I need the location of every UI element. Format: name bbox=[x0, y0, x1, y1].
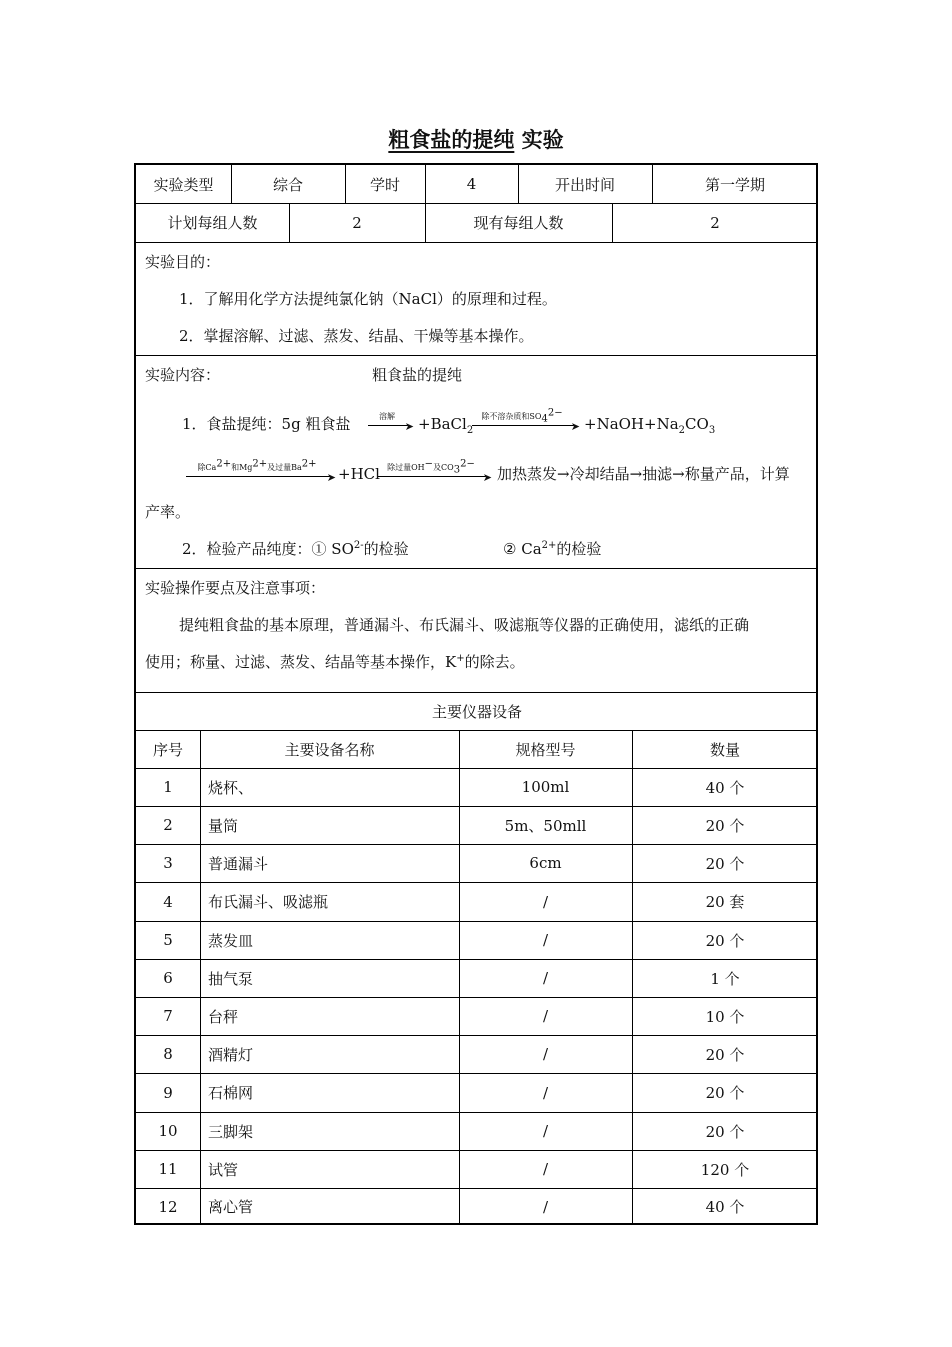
type-value: 综合 bbox=[272, 175, 303, 194]
row-1-index: 1 bbox=[163, 778, 173, 796]
row-9-index: 9 bbox=[163, 1083, 173, 1102]
row-10-index: 10 bbox=[158, 1122, 178, 1140]
now-value: 2 bbox=[710, 213, 720, 232]
reaction-arrow-remove-cations: 除$Ca^{2+}$和$Mg^{2+}$及过量$Ba^{2+}$ ➤ bbox=[186, 461, 336, 479]
row-9-name: 石棉网 bbox=[208, 1084, 254, 1102]
col-header-qty: 数量 bbox=[709, 740, 740, 759]
reagent-hcl: +HCl bbox=[338, 465, 380, 483]
row-12-name: 离心管 bbox=[208, 1198, 254, 1216]
type-label: 实验类型 bbox=[153, 175, 214, 194]
row-11-spec: / bbox=[542, 1160, 549, 1178]
row-5-index: 5 bbox=[163, 931, 173, 949]
content-subject: 粗食盐的提纯 bbox=[372, 366, 463, 384]
row-5-qty: 20 个 bbox=[705, 931, 745, 950]
row-8-name: 酒精灯 bbox=[208, 1045, 254, 1064]
notes-heading: 实验操作要点及注意事项： bbox=[145, 579, 326, 597]
row-1-qty: 40 个 bbox=[705, 778, 745, 797]
row-7-spec: / bbox=[542, 1007, 549, 1025]
now-label: 现有每组人数 bbox=[473, 214, 564, 232]
row-4-spec: / bbox=[542, 892, 549, 911]
row-8-spec: / bbox=[542, 1045, 549, 1063]
purity-check-2: ② $Ca^{2+}$的检验 bbox=[503, 540, 602, 558]
row-1-name: 烧杯、 bbox=[208, 778, 254, 797]
row-11-name: 试管 bbox=[208, 1160, 239, 1179]
row-9-qty: 20 个 bbox=[705, 1084, 745, 1102]
row-6-name: 抽气泵 bbox=[208, 969, 254, 988]
row-5-name: 蒸发皿 bbox=[208, 931, 254, 950]
notes-line-1: 提纯粗食盐的基本原理，普通漏斗、布氏漏斗、吸滤瓶等仪器的正确使用，滤纸的正确 bbox=[179, 616, 750, 634]
row-9-spec: / bbox=[542, 1083, 549, 1102]
row-2-spec: 5m、50mll bbox=[504, 816, 587, 835]
experiment-sheet bbox=[134, 163, 818, 1225]
reagent-naoh-na2co3: $+NaOH+Na_2CO_3$ bbox=[584, 415, 716, 436]
purpose-heading: 实验目的： bbox=[145, 253, 221, 271]
reaction-arrow-dissolve: 溶解 ➤ bbox=[368, 414, 414, 428]
procedure-tail: 加热蒸发→冷却结晶→抽滤→称量产品，计算 bbox=[497, 465, 790, 483]
row-12-qty: 40 个 bbox=[705, 1198, 745, 1216]
title-suffix: 实验 bbox=[521, 127, 564, 152]
col-header-index: 序号 bbox=[152, 740, 183, 759]
row-4-index: 4 bbox=[163, 892, 173, 911]
content-heading: 实验内容： bbox=[145, 366, 221, 384]
row-1-spec: 100ml bbox=[521, 778, 570, 796]
reagent-bacl2: +BaCl$_2$ bbox=[418, 415, 474, 436]
row-3-qty: 20 个 bbox=[705, 854, 745, 873]
col-header-spec: 规格型号 bbox=[515, 740, 576, 759]
plan-label: 计划每组人数 bbox=[167, 214, 258, 232]
notes-line-2: 使用；称量、过滤、蒸发、结晶等基本操作，K+的除去。 bbox=[145, 653, 525, 671]
row-10-spec: / bbox=[542, 1122, 549, 1140]
row-2-index: 2 bbox=[163, 816, 173, 834]
row-2-name: 量筒 bbox=[208, 816, 239, 835]
row-3-index: 3 bbox=[163, 854, 173, 872]
hours-value: 4 bbox=[466, 175, 477, 193]
row-6-qty: 1 个 bbox=[710, 969, 740, 988]
row-2-qty: 20 个 bbox=[705, 816, 745, 835]
procedure-yield: 产率。 bbox=[145, 503, 191, 521]
row-3-spec: 6cm bbox=[529, 854, 562, 872]
equipment-heading: 主要仪器设备 bbox=[431, 702, 522, 721]
reaction-arrow-remove-anions: 除过量OH−及$CO_3^{2-}$ ➤ bbox=[378, 461, 492, 479]
page-title bbox=[0, 124, 952, 154]
purity-check-1: 2．检验产品纯度：① $SO^{2-}$的检验 bbox=[182, 540, 409, 558]
row-8-index: 8 bbox=[163, 1045, 173, 1063]
purpose-item-2: 2．掌握溶解、过滤、蒸发、结晶、干燥等基本操作。 bbox=[179, 327, 534, 345]
row-3-name: 普通漏斗 bbox=[208, 854, 269, 873]
row-5-spec: / bbox=[542, 931, 549, 949]
row-12-index: 12 bbox=[158, 1197, 178, 1216]
row-11-qty: 120 个 bbox=[700, 1160, 750, 1179]
plan-value: 2 bbox=[352, 213, 362, 232]
row-4-qty: 20 套 bbox=[705, 893, 745, 911]
row-11-index: 11 bbox=[158, 1160, 178, 1178]
row-10-name: 三脚架 bbox=[208, 1122, 254, 1141]
row-10-qty: 20 个 bbox=[705, 1122, 745, 1141]
hours-label: 学时 bbox=[369, 175, 400, 194]
row-7-qty: 10 个 bbox=[705, 1007, 745, 1026]
time-value: 第一学期 bbox=[704, 175, 765, 194]
step1-prefix: 1．食盐提纯：5g 粗食盐 bbox=[182, 415, 351, 433]
row-8-qty: 20 个 bbox=[705, 1045, 745, 1064]
col-header-name: 主要设备名称 bbox=[284, 740, 375, 759]
purpose-item-1: 1．了解用化学方法提纯氯化钠（NaCl）的原理和过程。 bbox=[179, 290, 557, 308]
title-main: 粗食盐的提纯 bbox=[388, 127, 515, 152]
row-7-index: 7 bbox=[163, 1007, 173, 1025]
time-label: 开出时间 bbox=[554, 175, 615, 194]
row-7-name: 台秤 bbox=[208, 1007, 239, 1026]
row-6-index: 6 bbox=[163, 969, 173, 987]
row-4-name: 布氏漏斗、吸滤瓶 bbox=[208, 893, 329, 911]
row-12-spec: / bbox=[542, 1197, 549, 1216]
reaction-arrow-remove-sulfate: 除不溶杂质和$SO_4^{2-}$ ➤ bbox=[472, 410, 580, 428]
row-6-spec: / bbox=[542, 969, 549, 987]
